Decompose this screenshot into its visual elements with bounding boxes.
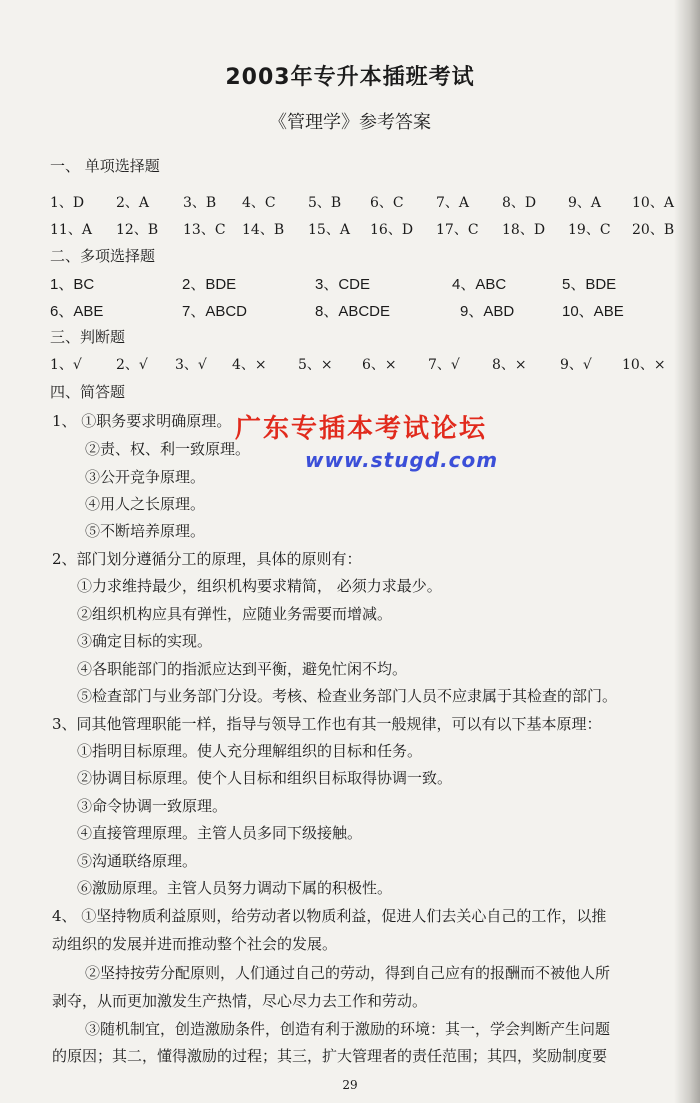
q1-line: ②责、权、利一致原理。 — [85, 440, 251, 458]
answer-item: 5、B — [308, 195, 342, 211]
section-single-choice: 一、 单项选择题 — [50, 157, 160, 175]
page-number: 29 — [342, 1078, 358, 1092]
q3-line: ③命令协调一致原理。 — [77, 797, 228, 815]
q1-line: 1、 ①职务要求明确原理。 — [52, 412, 232, 430]
answer-item: 3、CDE — [315, 276, 371, 293]
answer-item: 7、√ — [428, 357, 460, 373]
section-multiple-choice: 二、多项选择题 — [50, 247, 156, 265]
answer-item: 11、A — [50, 222, 92, 238]
answer-item: 3、√ — [175, 357, 207, 373]
book-spine-shadow — [674, 0, 700, 1103]
q4-line: 剥夺，从而更加激发生产热情，尽心尽力去工作和劳动。 — [52, 992, 428, 1010]
forum-url-watermark: www.stugd.com — [305, 448, 499, 472]
answer-item: 4、C — [242, 195, 276, 211]
answer-item: 1、√ — [50, 357, 82, 373]
answer-item: 10、× — [622, 357, 666, 373]
multi-choice-row-1 — [50, 273, 700, 293]
q2-line: ②组织机构应具有弹性，应随业务需要而增减。 — [77, 605, 393, 623]
q3-line: ④直接管理原理。主管人员多同下级接触。 — [77, 824, 363, 842]
answer-item: 17、C — [436, 222, 479, 238]
page-subtitle: 《管理学》参考答案 — [269, 112, 431, 133]
answer-item: 9、ABD — [460, 303, 515, 320]
answer-item: 8、× — [492, 357, 527, 373]
q4-line: 的原因；其二，懂得激励的过程；其三，扩大管理者的责任范围；其四，奖励制度要 — [52, 1047, 608, 1065]
single-choice-row-1 — [50, 192, 700, 212]
answer-item: 4、ABC — [452, 276, 507, 293]
q1-line: ④用人之长原理。 — [85, 495, 206, 513]
answer-item: 2、BDE — [182, 276, 237, 293]
answer-item: 13、C — [183, 222, 226, 238]
answer-item: 5、× — [298, 357, 333, 373]
answer-item: 2、A — [116, 195, 150, 211]
q4-line: 4、 ①坚持物质利益原则，给劳动者以物质利益，促进人们去关心自己的工作，以推 — [52, 907, 607, 925]
answer-item: 3、B — [183, 195, 217, 211]
q2-line: ⑤检查部门与业务部门分设。考核、检查业务部门人员不应隶属于其检查的部门。 — [77, 687, 618, 705]
answer-item: 16、D — [370, 222, 414, 238]
answer-item: 20、B — [632, 222, 675, 238]
single-choice-row-2 — [50, 219, 700, 239]
q3-line: ②协调目标原理。使个人目标和组织目标取得协调一致。 — [77, 769, 453, 787]
answer-item: 6、ABE — [50, 303, 104, 320]
q2-line: ①力求维持最少，组织机构要求精简， 必须力求最少。 — [77, 577, 442, 595]
q2-line: ④各职能部门的指派应达到平衡，避免忙闲不均。 — [77, 660, 408, 678]
q1-line: ⑤不断培养原理。 — [85, 522, 206, 540]
true-false-row — [50, 354, 700, 374]
q2-line: ③确定目标的实现。 — [77, 632, 213, 650]
q2-line: 2、部门划分遵循分工的原理，具体的原则有： — [52, 550, 362, 568]
page-title: 2003年专升本插班考试 — [225, 65, 475, 90]
section-short-answer: 四、简答题 — [50, 383, 126, 401]
q4-line: ②坚持按劳分配原则，人们通过自己的劳动，得到自己应有的报酬而不被他人所 — [85, 964, 611, 982]
answer-item: 6、× — [362, 357, 397, 373]
forum-watermark: 广东专插本考试论坛 — [235, 414, 488, 444]
answer-item: 9、A — [568, 195, 602, 211]
answer-item: 7、ABCD — [182, 303, 248, 320]
answer-item: 14、B — [242, 222, 285, 238]
answer-item: 2、√ — [116, 357, 148, 373]
answer-item: 1、BC — [50, 276, 95, 293]
answer-item: 5、BDE — [562, 276, 617, 293]
answer-item: 15、A — [308, 222, 350, 238]
answer-item: 18、D — [502, 222, 546, 238]
answer-item: 8、D — [502, 195, 537, 211]
answer-item: 1、D — [50, 195, 85, 211]
answer-item: 9、√ — [560, 357, 592, 373]
q4-line: ③随机制宜，创造激励条件，创造有利于激励的环境：其一，学会判断产生问题 — [85, 1020, 611, 1038]
answer-item: 10、ABE — [562, 303, 624, 320]
multi-choice-row-2 — [50, 300, 700, 320]
q3-line: ①指明目标原理。使人充分理解组织的目标和任务。 — [77, 742, 423, 760]
answer-item: 6、C — [370, 195, 404, 211]
q3-line: ⑤沟通联络原理。 — [77, 852, 198, 870]
q1-line: ③公开竞争原理。 — [85, 468, 206, 486]
section-true-false: 三、判断题 — [50, 328, 126, 346]
q3-line: ⑥激励原理。主管人员努力调动下属的积极性。 — [77, 879, 393, 897]
q3-line: 3、同其他管理职能一样，指导与领导工作也有其一般规律，可以有以下基本原理： — [52, 715, 602, 733]
answer-item: 10、A — [632, 195, 674, 211]
answer-item: 4、× — [232, 357, 267, 373]
answer-item: 19、C — [568, 222, 611, 238]
answer-item: 8、ABCDE — [315, 303, 391, 320]
answer-item: 7、A — [436, 195, 470, 211]
answer-item: 12、B — [116, 222, 159, 238]
q4-line: 动组织的发展并进而推动整个社会的发展。 — [52, 935, 338, 953]
